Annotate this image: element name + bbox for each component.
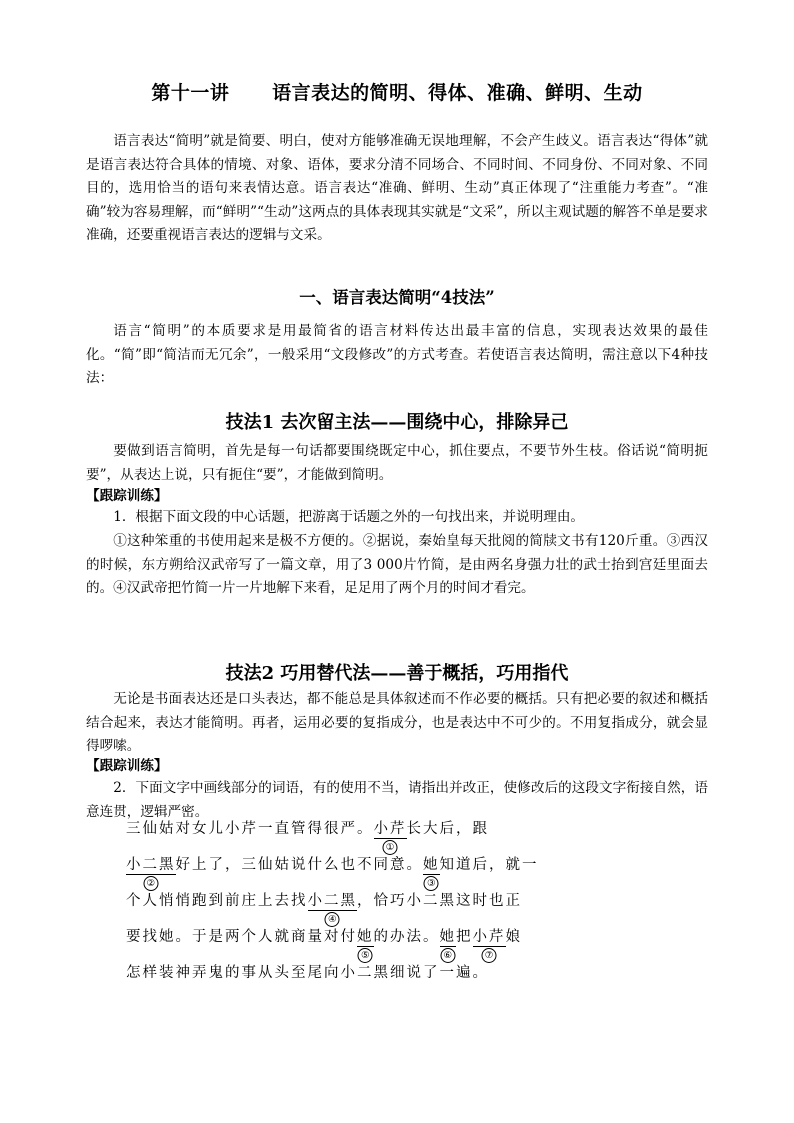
passage-text: 三仙姑对女儿小芹一直管得很严。 bbox=[126, 821, 374, 837]
passage-line-3 bbox=[126, 889, 606, 925]
technique2-heading: 技法2 巧用替代法——善于概括，巧用指代 bbox=[225, 663, 569, 684]
marker-3: ③ bbox=[424, 876, 439, 891]
marker-1: ① bbox=[383, 840, 398, 855]
marker-5: ⑤ bbox=[358, 948, 373, 963]
passage-text: 的办法。 bbox=[373, 929, 440, 945]
underlined-text: 小二黑 bbox=[126, 857, 176, 873]
passage-text: 好上了，三仙姑说什么也不同意。 bbox=[175, 857, 423, 873]
underlined-term-2 bbox=[126, 856, 176, 889]
section1-paragraph: 语言“简明”的本质要求是用最简省的语言材料传达出最丰富的信息，实现表达效果的最佳化。“简”即“简洁而无冗余”，一般采用“文段修改”的方式考查。若使语言表达简明，需注意以下4种技法： bbox=[86, 323, 708, 387]
passage-line-5: 怎样装神弄鬼的事从头至尾向小二黑细说了一遍。 bbox=[126, 965, 489, 981]
lecture-title: 第十一讲 语言表达的简明、得体、准确、鲜明、生动 bbox=[151, 82, 643, 104]
marker-6: ⑥ bbox=[440, 948, 455, 963]
underlined-text: 小芹 bbox=[373, 821, 407, 837]
underlined-text: 她 bbox=[423, 857, 440, 873]
underlined-term-5 bbox=[357, 928, 374, 961]
passage-text: 把 bbox=[456, 929, 473, 945]
underlined-text: 她 bbox=[439, 929, 456, 945]
underlined-term-4 bbox=[307, 892, 358, 925]
underlined-term-1 bbox=[373, 820, 407, 853]
question2-prompt: 2．下面文字中画线部分的词语，有的使用不当，请指出并改正，使修改后的这段文字衔接自然，语意连贯，逻辑严密。 bbox=[86, 780, 708, 820]
passage-text: 娘 bbox=[505, 929, 522, 945]
training-label-2: 【跟踪训练】 bbox=[86, 758, 168, 774]
technique1-paragraph: 要做到语言简明，首先是每一句话都要围绕既定中心，抓住要点，不要节外生枝。俗话说“简明扼要”，从表达上说，只有扼住“要”，才能做到简明。 bbox=[86, 443, 708, 483]
passage-line-2 bbox=[126, 853, 606, 889]
underlined-term-6 bbox=[439, 928, 457, 961]
underlined-term-3 bbox=[423, 856, 440, 889]
underlined-term-7 bbox=[472, 928, 506, 961]
underlined-text: 小二黑 bbox=[307, 893, 357, 909]
marker-4: ④ bbox=[325, 912, 340, 927]
passage-text: 要找她。于是两个人就商量对付 bbox=[126, 929, 357, 945]
underlined-text: 小芹 bbox=[472, 929, 506, 945]
marker-7: ⑦ bbox=[482, 948, 497, 963]
question1-passage: ①这种笨重的书使用起来是极不方便的。②据说，秦始皇每天批阅的简牍文书有120斤重。③西汉的时候，东方朔给汉武帝写了一篇文章，用了3 000片竹简，是由两名身强力壮的武士抬到宫廷里面去的。④汉武帝把竹简一片一片地解下来看，足足用了两个月的时间才看完。 bbox=[86, 533, 708, 597]
technique2-paragraph: 无论是书面表达还是口头表达，都不能总是具体叙述而不作必要的概括。只有把必要的叙述和概括结合起来，表达才能简明。再者，运用必要的复指成分，也是表达中不可少的。不用复指成分，就会显得啰嗦。 bbox=[86, 691, 708, 755]
question1-prompt: 1．根据下面文段的中心话题，把游离于话题之外的一句找出来，并说明理由。 bbox=[113, 509, 585, 525]
underlined-text: 她 bbox=[357, 929, 374, 945]
training-label-1: 【跟踪训练】 bbox=[86, 488, 168, 504]
passage-text: ，恰巧小二黑这时也正 bbox=[357, 893, 522, 909]
technique1-heading: 技法1 去次留主法——围绕中心，排除异己 bbox=[225, 412, 569, 433]
intro-paragraph: 语言表达“简明”就是简要、明白，使对方能够准确无误地理解，不会产生歧义。语言表达“得体”就是语言表达符合具体的情境、对象、语体，要求分清不同场合、不同时间、不同身份、不同对象、不同目的，选用恰当的语句来表情达意。语言表达“准确、鲜明、生动”真正体现了“注重能力考查”。“准确”较为容易理解，而“鲜明”“生动”这两点的具体表现其实就是“文采”，所以主观试题的解答不单是要求准确，还要重视语言表达的逻辑与文采。 bbox=[86, 133, 708, 244]
section1-heading: 一、语言表达简明“4技法” bbox=[299, 288, 495, 307]
marker-2: ② bbox=[143, 876, 158, 891]
passage-line-1 bbox=[126, 817, 606, 853]
passage-text: 知道后，就一 bbox=[439, 857, 539, 873]
passage-line-4 bbox=[126, 925, 606, 961]
passage-text: 长大后，跟 bbox=[406, 821, 489, 837]
passage-text: 个人悄悄跑到前庄上去找 bbox=[126, 893, 308, 909]
